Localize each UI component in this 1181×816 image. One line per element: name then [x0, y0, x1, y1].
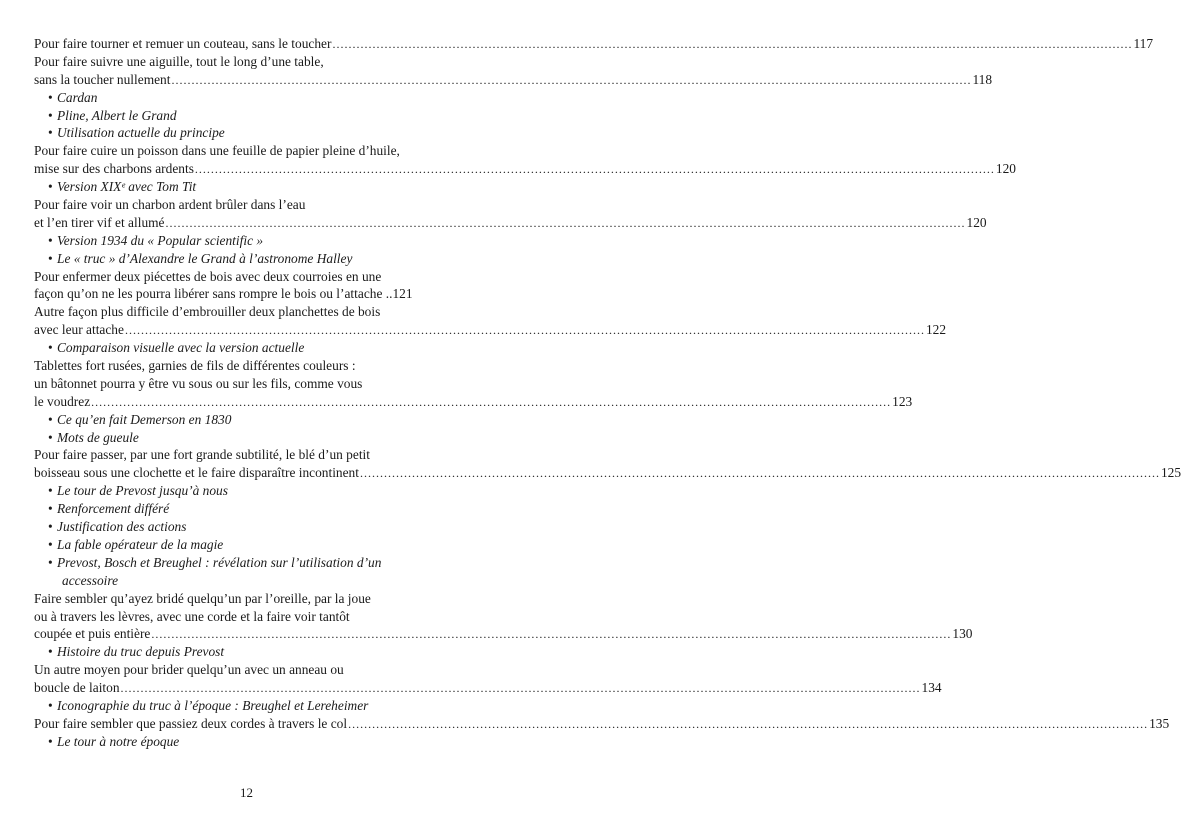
- bullet-icon: •: [48, 697, 53, 713]
- toc-entry: [34, 625, 973, 643]
- toc-subentry: [34, 107, 460, 125]
- toc-entry-text: Pour enfermer deux piécettes de bois avec deux courroies en une: [34, 268, 382, 284]
- dot-leader: ........................................................................................................................................................................................................: [165, 215, 966, 230]
- bullet-icon: •: [48, 519, 53, 535]
- toc-entry-text: et l’en tirer vif et allumé: [34, 214, 165, 230]
- toc-entry-text: Pour faire voir un charbon ardent brûler dans l’eau: [34, 197, 306, 213]
- toc-entry-text: avec leur attache: [34, 322, 124, 338]
- toc-entry-line: [34, 590, 460, 608]
- toc-subentry: [34, 124, 460, 142]
- toc-entry-text: boucle de laiton: [34, 680, 120, 696]
- toc-entry-text: Utilisation actuelle du principe: [57, 125, 225, 141]
- toc-subentry: [34, 500, 460, 518]
- toc-page-number: 134: [921, 680, 942, 696]
- toc-entry: [34, 35, 1154, 53]
- toc-entry-text: Pour faire tourner et remuer un couteau, sans le toucher: [34, 36, 332, 51]
- toc-entry-text: Ce qu’en fait Demerson en 1830: [57, 411, 232, 427]
- dot-leader: ........................................................................................................................................................................................................: [348, 716, 1149, 731]
- toc-subentry: [34, 178, 460, 196]
- bullet-icon: •: [48, 125, 53, 141]
- toc-subentry: [34, 250, 460, 268]
- bullet-icon: •: [48, 536, 53, 552]
- toc-entry-line: [34, 375, 460, 393]
- toc-subentry: [34, 643, 460, 661]
- dot-leader: ........................................................................................................................................................................................................: [332, 37, 1133, 51]
- bullet-icon: •: [48, 89, 53, 105]
- toc-entry-text: boisseau sous une clochette et le faire disparaître incontinent: [34, 465, 359, 481]
- toc-entry-line: [34, 446, 460, 464]
- bullet-icon: •: [48, 644, 53, 660]
- toc-entry-text: Le tour de Prevost jusqu’à nous: [57, 483, 228, 499]
- toc-entry-text: mise sur des charbons ardents: [34, 161, 194, 177]
- toc-page-number: 123: [892, 393, 913, 409]
- page-number: 12: [240, 785, 253, 800]
- toc-entry-line: [34, 357, 460, 375]
- toc-entry: [34, 715, 1170, 733]
- toc-entry-line: [34, 53, 460, 71]
- toc-subentry: [34, 697, 460, 715]
- toc-page-number: 120: [995, 161, 1016, 177]
- toc-entry-text: Pline, Albert le Grand: [57, 107, 177, 123]
- toc-entry-text: Le tour à notre époque: [57, 733, 180, 749]
- toc-entry-line: [34, 285, 460, 303]
- dot-leader: ........................................................................................................................................................................................................: [171, 72, 972, 87]
- toc-page-number: 117: [1133, 36, 1154, 51]
- toc-page-number: 122: [925, 322, 947, 338]
- toc-entry-text: Faire sembler qu’ayez bridé quelqu’un par l’oreille, par la joue: [34, 590, 371, 606]
- toc-subentry: [34, 554, 460, 572]
- toc-page-number: 130: [952, 626, 973, 642]
- toc-subentry: [34, 411, 460, 429]
- toc-entry-text: Iconographie du truc à l’époque : Breughel et Lereheimer: [57, 697, 369, 713]
- toc-entry-line: [34, 268, 460, 286]
- table-of-contents: [34, 35, 1181, 751]
- toc-page-number: 125: [1160, 465, 1181, 481]
- toc-entry-text: Version XIXᵉ avec Tom Tit: [57, 179, 197, 195]
- toc-entry-text: Autre façon plus difficile d’embrouiller deux planchettes de bois: [34, 304, 381, 320]
- toc-entry-line: [34, 303, 460, 321]
- toc-subentry: [34, 536, 460, 554]
- toc-entry-text: Renforcement différé: [57, 501, 170, 517]
- toc-entry-text: Version 1934 du « Popular scientific »: [57, 232, 264, 248]
- toc-entry-text: Pour faire passer, par une fort grande subtilité, le blé d’un petit: [34, 447, 370, 463]
- toc-entry-text: Cardan: [57, 89, 98, 105]
- toc-entry: [34, 393, 913, 411]
- bullet-icon: •: [48, 429, 53, 445]
- bullet-icon: •: [48, 250, 53, 266]
- toc-entry-text: ou à travers les lèvres, avec une corde et la faire voir tantôt: [34, 608, 350, 624]
- dot-leader: ........................................................................................................................................................................................................: [91, 394, 892, 409]
- toc-entry-text: La fable opérateur de la magie: [57, 536, 224, 552]
- toc-entry-text: Pour faire sembler que passiez deux cordes à travers le col: [34, 715, 348, 731]
- toc-entry-text: Pour faire cuire un poisson dans une feuille de papier pleine d’huile,: [34, 143, 400, 159]
- toc-entry: [34, 321, 947, 339]
- toc-subentry: [34, 733, 460, 751]
- bullet-icon: •: [48, 340, 53, 356]
- bullet-icon: •: [48, 554, 53, 570]
- bullet-icon: •: [48, 107, 53, 123]
- toc-subentry: [34, 429, 460, 447]
- dot-leader: ........................................................................................................................................................................................................: [124, 323, 925, 338]
- bullet-icon: •: [48, 179, 53, 195]
- toc-entry-text: Pour faire suivre une aiguille, tout le long d’une table,: [34, 53, 324, 69]
- toc-page-number: 135: [1149, 715, 1170, 731]
- toc-subentry: [34, 518, 460, 536]
- dot-leader: ........................................................................................................................................................................................................: [359, 466, 1160, 481]
- dot-leader: ........................................................................................................................................................................................................: [151, 627, 952, 642]
- toc-entry-text: Justification des actions: [57, 519, 187, 535]
- toc-entry-text: le voudrez: [34, 393, 91, 409]
- toc-entry-text: Le « truc » d’Alexandre le Grand à l’astronome Halley: [57, 250, 353, 266]
- toc-entry-line: [34, 196, 460, 214]
- toc-subentry-continuation: [34, 572, 460, 590]
- toc-entry: [34, 160, 1016, 178]
- toc-entry-text: coupée et puis entière: [34, 626, 151, 642]
- toc-entry-text: Comparaison visuelle avec la version actuelle: [57, 340, 305, 356]
- toc-entry-line: [34, 142, 460, 160]
- toc-entry: [34, 71, 993, 89]
- bullet-icon: •: [48, 733, 53, 749]
- toc-entry-line: [34, 661, 460, 679]
- bullet-icon: •: [48, 411, 53, 427]
- toc-entry: [34, 679, 942, 697]
- toc-entry-text: façon qu’on ne les pourra libérer sans rompre le bois ou l’attache ..121: [34, 286, 413, 302]
- toc-subentry: [34, 232, 460, 250]
- dot-leader: ........................................................................................................................................................................................................: [120, 681, 921, 696]
- dot-leader: ........................................................................................................................................................................................................: [194, 162, 995, 177]
- toc-entry: [34, 464, 1181, 482]
- bullet-icon: •: [48, 483, 53, 499]
- toc-entry: [34, 214, 987, 232]
- toc-entry-line: [34, 608, 460, 626]
- toc-entry-text: accessoire: [62, 572, 119, 588]
- bullet-icon: •: [48, 501, 53, 517]
- toc-page-number: 118: [972, 71, 993, 87]
- toc-subentry: [34, 482, 460, 500]
- toc-entry-text: Mots de gueule: [57, 429, 139, 445]
- toc-entry-text: un bâtonnet pourra y être vu sous ou sur les fils, comme vous: [34, 375, 363, 391]
- toc-entry-text: sans la toucher nullement: [34, 71, 171, 87]
- bullet-icon: •: [48, 232, 53, 248]
- toc-entry-text: Prevost, Bosch et Breughel : révélation sur l’utilisation d’un: [57, 554, 382, 570]
- toc-subentry: [34, 89, 460, 107]
- toc-entry-text: Histoire du truc depuis Prevost: [57, 644, 225, 660]
- toc-subentry: [34, 339, 460, 357]
- toc-entry-text: Un autre moyen pour brider quelqu’un avec un anneau ou: [34, 662, 344, 678]
- toc-page-number: 120: [966, 214, 987, 230]
- toc-entry-text: Tablettes fort rusées, garnies de fils de différentes couleurs :: [34, 358, 356, 374]
